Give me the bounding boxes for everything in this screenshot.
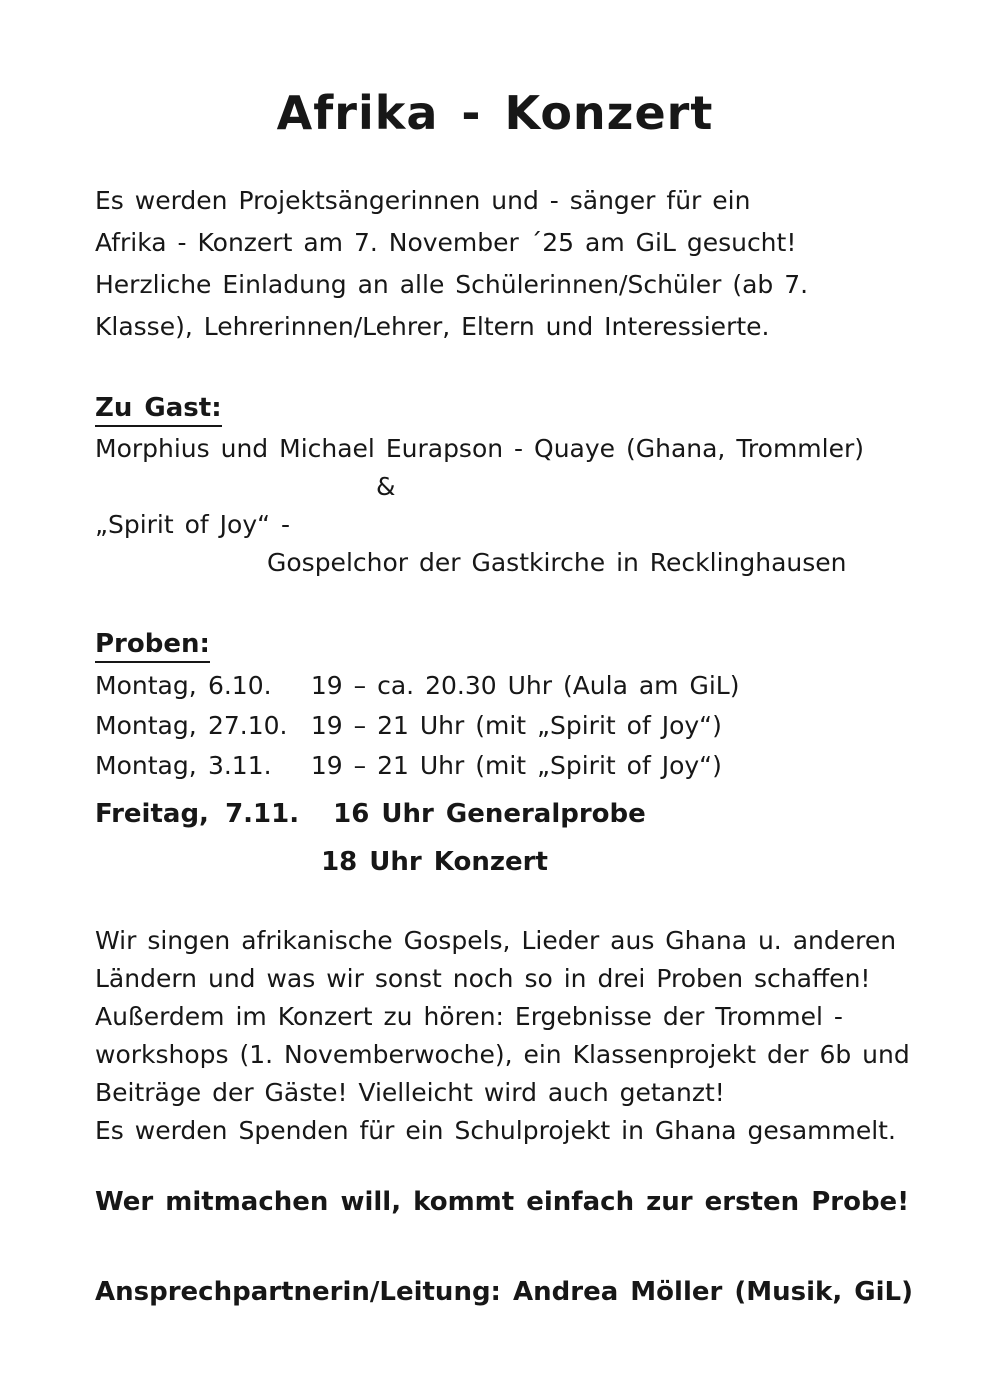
final-rehearsal-block	[95, 790, 935, 886]
guest-choir-name: „Spirit of Joy“ -	[95, 510, 291, 539]
rehearsal-time: 19 – 21 Uhr (mit „Spirit of Joy“)	[310, 711, 722, 740]
call-to-action: Wer mitmachen will, kommt einfach zur ersten Probe!	[95, 1187, 910, 1217]
rehearsal-day: Montag,	[95, 751, 197, 780]
concert-row	[95, 838, 935, 886]
concert-time: 18 Uhr Konzert	[321, 847, 548, 877]
dress-rehearsal-time: 16 Uhr Generalprobe	[333, 799, 646, 829]
guest-choir-description: Gospelchor der Gastkirche in Recklinghausen	[267, 548, 847, 577]
intro-paragraph	[95, 180, 935, 348]
dress-rehearsal-day: Freitag,	[95, 799, 209, 829]
dress-rehearsal-date: 7.11.	[225, 799, 300, 829]
description-line: Wir singen afrikanische Gospels, Lieder aus Ghana u. anderen	[95, 926, 897, 955]
rehearsal-date: 6.10.	[207, 671, 272, 700]
rehearsal-day: Montag,	[95, 671, 197, 700]
rehearsal-day: Montag,	[95, 711, 197, 740]
description-line: workshops (1. Novemberwoche), ein Klassenprojekt der 6b und	[95, 1040, 910, 1069]
description-line: Außerdem im Konzert zu hören: Ergebnisse der Trommel -	[95, 1002, 843, 1031]
guests-heading-row	[95, 386, 935, 430]
guests-section	[95, 386, 935, 582]
contact-line: Ansprechpartnerin/Leitung: Andrea Möller (Musik, GiL)	[95, 1277, 913, 1307]
description-line: Ländern und was wir sonst noch so in drei Proben schaffen!	[95, 964, 871, 993]
rehearsal-row	[95, 666, 935, 706]
intro-line: Afrika - Konzert am 7. November ´25 am GiL gesucht!	[95, 228, 797, 257]
description-line: Es werden Spenden für ein Schulprojekt in Ghana gesammelt.	[95, 1116, 896, 1145]
guest-performers: Morphius und Michael Eurapson - Quaye (Ghana, Trommler)	[95, 434, 865, 463]
rehearsal-time: 19 – 21 Uhr (mit „Spirit of Joy“)	[310, 751, 722, 780]
rehearsals-section	[95, 622, 935, 886]
description-line: Beiträge der Gäste! Vielleicht wird auch getanzt!	[95, 1078, 725, 1107]
page-title: Afrika - Konzert	[276, 86, 714, 140]
rehearsals-heading-row	[95, 622, 935, 666]
guests-heading: Zu Gast:	[95, 393, 222, 427]
rehearsal-date: 27.10.	[207, 711, 288, 740]
intro-line: Herzliche Einladung an alle Schülerinnen/Schüler (ab 7.	[95, 270, 809, 299]
rehearsals-heading: Proben:	[95, 629, 210, 663]
dress-rehearsal-row	[95, 790, 935, 838]
intro-line: Klasse), Lehrerinnen/Lehrer, Eltern und Interessierte.	[95, 312, 770, 341]
ampersand: &	[376, 472, 396, 501]
rehearsal-row	[95, 746, 935, 786]
rehearsal-date: 3.11.	[207, 751, 272, 780]
description-paragraph	[95, 922, 935, 1150]
intro-line: Es werden Projektsängerinnen und - sänger für ein	[95, 186, 751, 215]
rehearsal-row	[95, 706, 935, 746]
rehearsal-time: 19 – ca. 20.30 Uhr (Aula am GiL)	[310, 671, 740, 700]
